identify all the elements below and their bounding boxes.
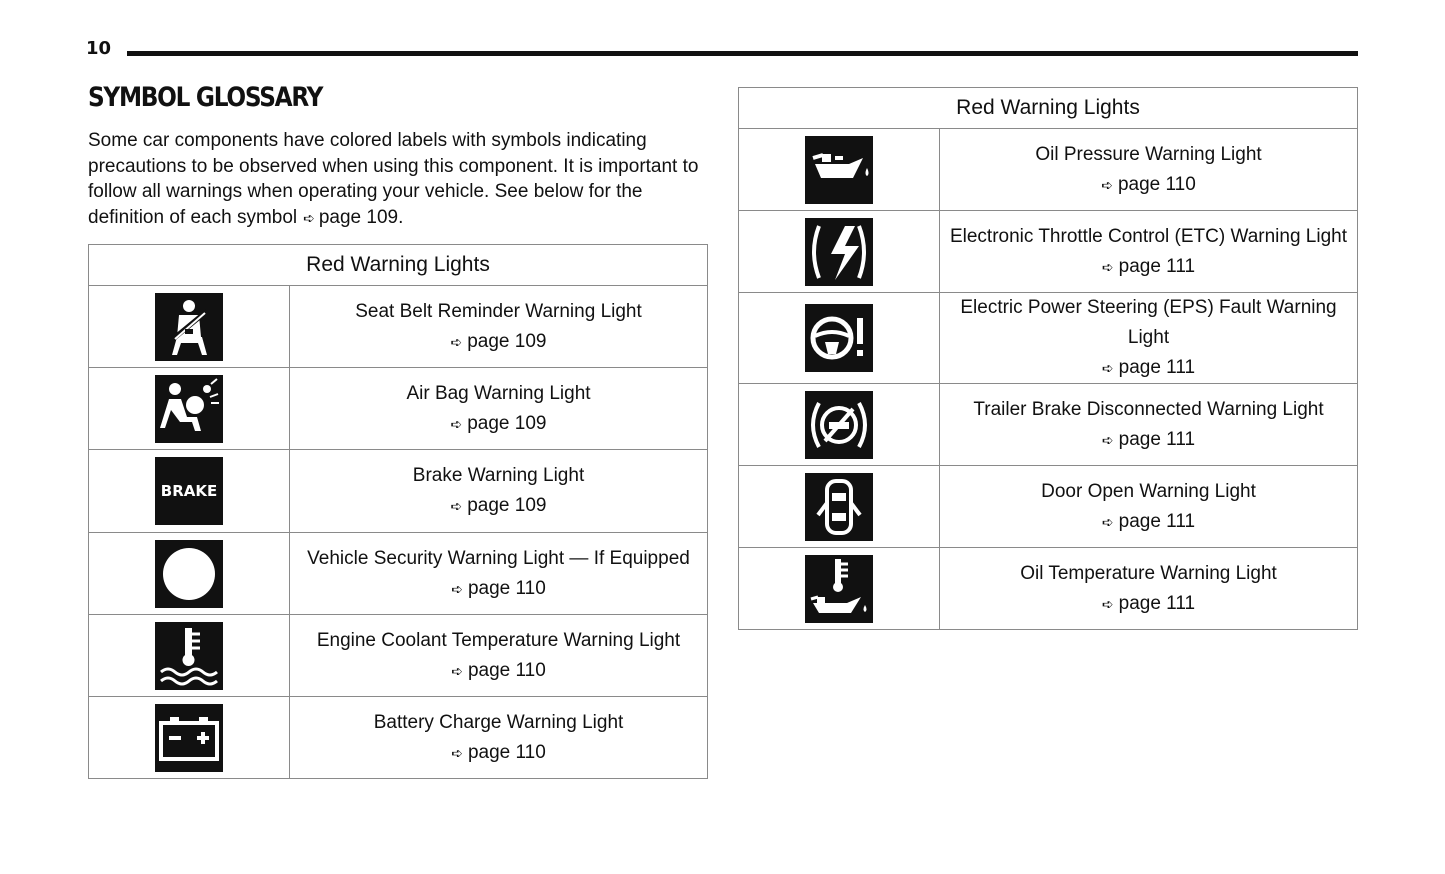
page-arrow-icon: ➪ xyxy=(1101,258,1114,275)
light-label: Electric Power Steering (EPS) Fault Warning Light xyxy=(960,297,1337,348)
page-ref xyxy=(940,507,1357,537)
page-number-ref: page 111 xyxy=(1118,592,1196,614)
brake-icon xyxy=(155,457,223,525)
page-arrow-icon: ➪ xyxy=(1101,360,1114,376)
light-label: Seat Belt Reminder Warning Light xyxy=(355,300,642,322)
light-label: Oil Pressure Warning Light xyxy=(1035,143,1262,165)
trailer-brake-disconnected-icon xyxy=(805,391,873,459)
page-arrow-icon: ➪ xyxy=(1101,595,1114,612)
door-open-icon xyxy=(805,473,873,541)
page-ref xyxy=(290,491,707,521)
page-number-ref: page 110 xyxy=(467,741,546,763)
oil-temperature-icon xyxy=(805,555,873,623)
intro-page-ref: page 109. xyxy=(318,206,404,228)
intro-text: Some car components have colored labels with symbols indicating precautions to be observed when using this component. It is important to follow all warnings when operating your vehicle. See below for the definition of each symbol xyxy=(88,130,699,228)
light-label: Trailer Brake Disconnected Warning Light xyxy=(973,398,1324,420)
electronic-throttle-control-icon xyxy=(805,218,873,286)
page-ref xyxy=(940,252,1357,282)
page-arrow-icon: ➪ xyxy=(1101,176,1113,193)
light-label: Brake Warning Light xyxy=(412,465,585,486)
page-number-ref: page 111 xyxy=(1118,428,1196,450)
page-number-ref: page 109 xyxy=(467,330,547,352)
light-label: Electronic Throttle Control (ETC) Warning Light xyxy=(949,225,1348,247)
table-row xyxy=(89,286,708,368)
page-ref xyxy=(940,425,1357,455)
page-ref xyxy=(290,656,707,686)
table-row xyxy=(89,615,708,697)
warning-lights-table-right xyxy=(738,87,1358,630)
vehicle-security-icon xyxy=(155,540,223,608)
power-steering-fault-icon xyxy=(805,304,873,372)
table-row xyxy=(89,697,708,779)
page-number-ref: page 111 xyxy=(1118,510,1196,532)
light-label: Air Bag Warning Light xyxy=(406,382,591,404)
page-number: 10 xyxy=(86,38,112,59)
page-arrow-icon: ➪ xyxy=(451,580,463,597)
light-label: Battery Charge Warning Light xyxy=(373,711,624,733)
page-number-ref: page 109 xyxy=(467,495,547,516)
page-ref xyxy=(940,589,1357,619)
page-arrow-icon: ➪ xyxy=(451,662,463,679)
battery-charge-icon xyxy=(155,704,223,772)
brake-icon-text: BRAKE xyxy=(160,482,218,500)
table-row xyxy=(739,384,1358,466)
light-label: Door Open Warning Light xyxy=(1041,480,1256,502)
page-arrow-icon: ➪ xyxy=(1101,513,1114,530)
page-number-ref: page 111 xyxy=(1118,255,1196,277)
page-arrow-icon: ➪ xyxy=(1101,431,1114,448)
page-number-ref: page 111 xyxy=(1118,357,1196,378)
page-ref xyxy=(290,327,707,357)
table-row xyxy=(89,368,708,450)
table-row xyxy=(89,533,708,615)
page-number-ref: page 110 xyxy=(467,659,546,681)
page-ref xyxy=(940,170,1357,200)
page-arrow-icon: ➪ xyxy=(450,333,463,350)
seat-belt-icon xyxy=(155,293,223,361)
page-ref xyxy=(290,574,707,604)
oil-pressure-icon xyxy=(805,136,873,204)
table-row xyxy=(739,211,1358,293)
table-row xyxy=(739,548,1358,630)
light-label: Oil Temperature Warning Light xyxy=(1020,562,1277,584)
air-bag-icon xyxy=(155,375,223,443)
table-row xyxy=(89,450,708,533)
page-ref xyxy=(940,353,1357,383)
table-row xyxy=(739,466,1358,548)
page-ref xyxy=(290,409,707,439)
page-arrow-icon: ➪ xyxy=(451,744,463,761)
light-label: Vehicle Security Warning Light — If Equipped xyxy=(307,547,690,569)
page-arrow-icon: ➪ xyxy=(450,415,463,432)
page-number-ref: page 110 xyxy=(467,577,546,599)
table-row xyxy=(739,129,1358,211)
page-ref xyxy=(290,738,707,768)
light-label: Engine Coolant Temperature Warning Light xyxy=(316,629,681,651)
page-number-ref: page 110 xyxy=(1117,173,1196,195)
page-arrow-icon: ➪ xyxy=(450,498,463,514)
page-arrow-icon: ➪ xyxy=(303,209,315,226)
page-number-ref: page 109 xyxy=(467,412,547,434)
intro-paragraph xyxy=(88,128,713,231)
page-title: SYMBOL GLOSSARY xyxy=(88,82,323,113)
table-header: Red Warning Lights xyxy=(739,88,1358,129)
table-row xyxy=(739,293,1358,384)
table-header: Red Warning Lights xyxy=(89,245,708,286)
warning-lights-table-left xyxy=(88,244,708,779)
header-rule xyxy=(127,51,1358,56)
engine-coolant-temperature-icon xyxy=(155,622,223,690)
